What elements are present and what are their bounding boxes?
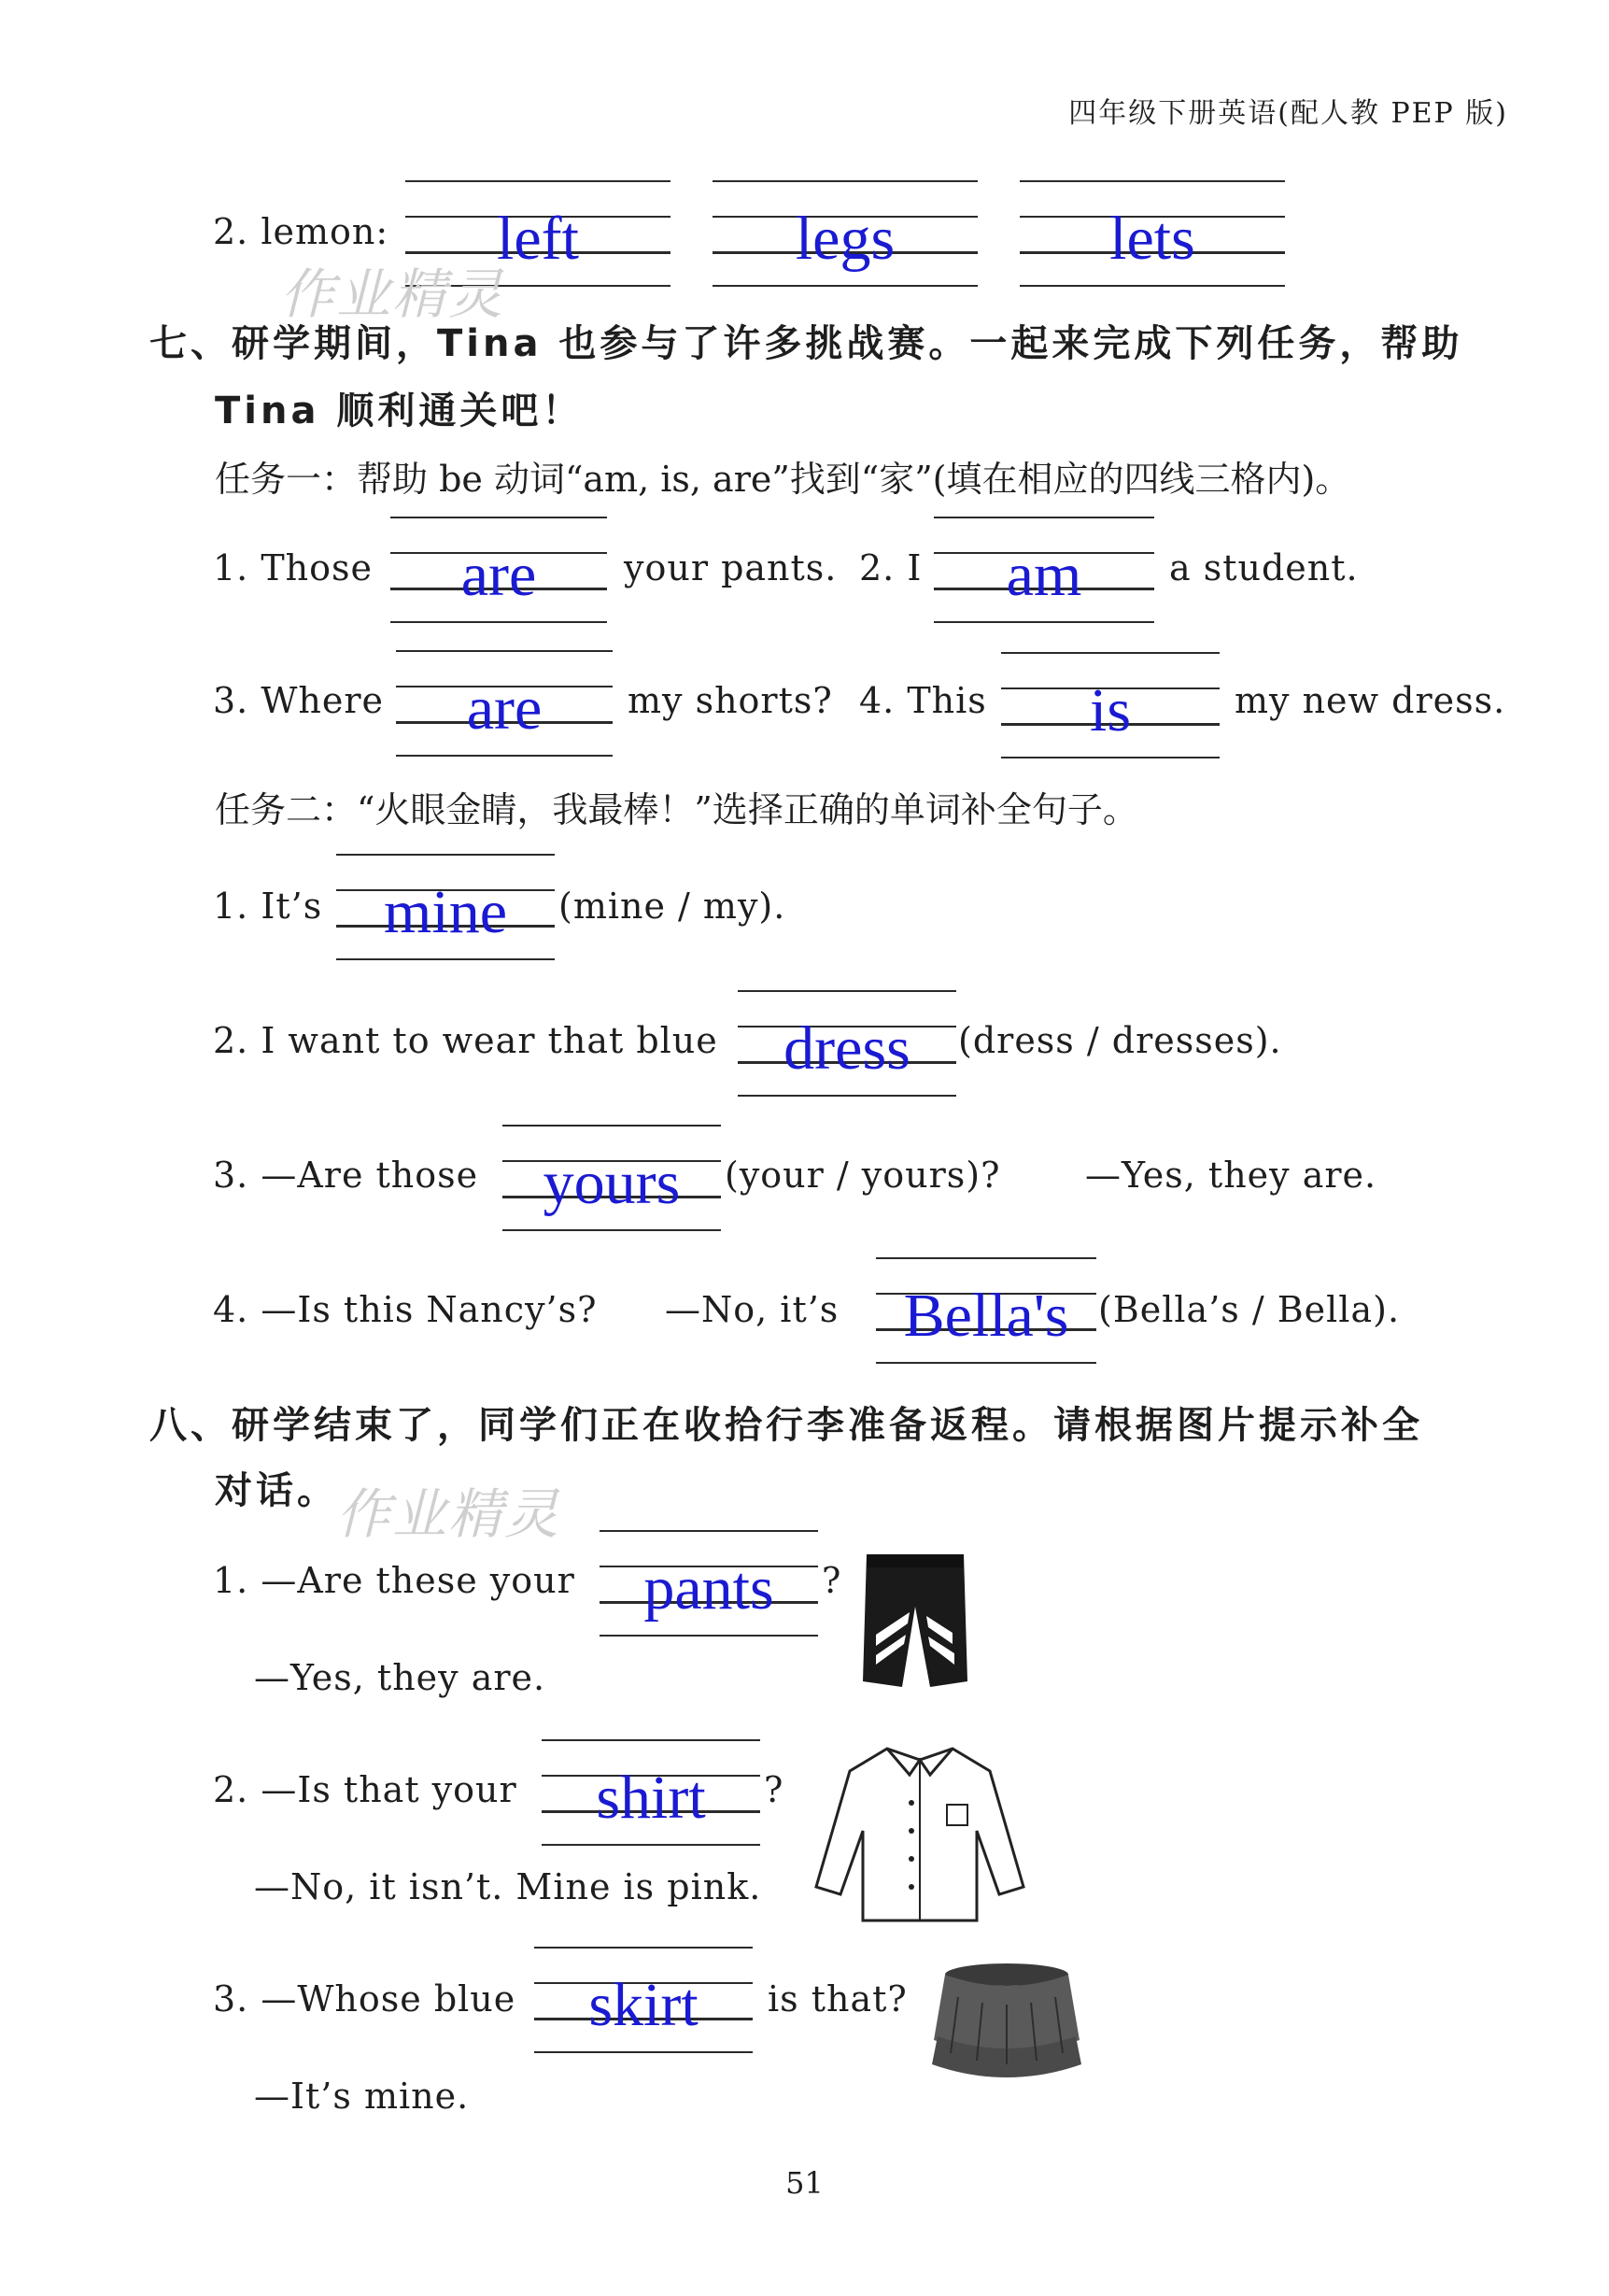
- section8-heading: 八、研学结束了，同学们正在收拾行李准备返程。请根据图片提示补全: [149, 1404, 1423, 1447]
- question-text: my new dress.: [1235, 680, 1506, 721]
- question-text: 1. It’s: [213, 886, 323, 927]
- question-text: (dress / dresses).: [958, 1020, 1282, 1061]
- question-text: 3. —Whose blue: [213, 1978, 516, 2020]
- question-text: a student.: [1169, 547, 1359, 588]
- answer-am: am: [1006, 541, 1082, 609]
- question-text: 4. —Is this Nancy’s?: [213, 1289, 598, 1330]
- answer-bellas: Bella's: [903, 1282, 1069, 1350]
- question-text: (your / yours)?: [725, 1155, 1001, 1196]
- question-text: 3. Where: [213, 680, 385, 721]
- question-text: 1. Those: [213, 547, 374, 588]
- answer-grid: [390, 517, 607, 623]
- section7-heading: 七、研学期间，Tina 也参与了许多挑战赛。一起来完成下列任务，帮助: [149, 322, 1463, 365]
- question-text: (mine / my).: [558, 886, 786, 927]
- question-text: your pants.: [624, 547, 838, 588]
- page-header: 四年级下册英语(配人教 PEP 版): [1068, 97, 1508, 130]
- reply-text: —Yes, they are.: [1085, 1155, 1377, 1196]
- answer-mine: mine: [384, 878, 507, 946]
- answer-grid: [600, 1530, 818, 1637]
- answer-yours: yours: [543, 1149, 681, 1217]
- reply-text: —Yes, they are.: [254, 1657, 546, 1698]
- watermark: 作业精灵: [336, 1482, 561, 1546]
- answer-grid: [542, 1739, 760, 1846]
- answer-skirt: skirt: [588, 1971, 699, 2039]
- answer-grid: [396, 650, 613, 757]
- answer-grid: [336, 854, 555, 960]
- answer-are: are: [460, 541, 537, 609]
- answer-legs: legs: [795, 205, 896, 273]
- skirt-icon: [930, 1960, 1083, 2100]
- question-text: ?: [822, 1560, 842, 1601]
- question-text: —No, it’s: [665, 1289, 840, 1330]
- answer-grid: [738, 990, 956, 1097]
- question-text: ?: [764, 1769, 784, 1810]
- answer-grid: [1001, 652, 1220, 758]
- question-text: 2. I: [859, 547, 923, 588]
- pants-icon: [859, 1551, 971, 1691]
- answer-left: left: [497, 205, 579, 273]
- section7-heading-cont: Tina 顺利通关吧！: [215, 390, 584, 432]
- answer-are: are: [466, 674, 543, 743]
- answer-shirt: shirt: [596, 1764, 706, 1832]
- question-text: 1. —Are these your: [213, 1560, 575, 1601]
- reply-text: —No, it isn’t. Mine is pink.: [254, 1866, 762, 1907]
- shirt-icon: [812, 1737, 1027, 1924]
- answer-grid: [713, 180, 978, 287]
- question-text: is that?: [768, 1978, 908, 2020]
- question-text: 3. —Are those: [213, 1155, 479, 1196]
- reply-text: —It’s mine.: [254, 2076, 470, 2117]
- lemon-label: 2. lemon:: [213, 211, 389, 252]
- answer-dress: dress: [783, 1014, 910, 1083]
- answer-grid: [934, 517, 1154, 623]
- answer-grid: [876, 1257, 1096, 1364]
- answer-grid: [502, 1125, 721, 1231]
- question-text: (Bella’s / Bella).: [1098, 1289, 1401, 1330]
- answer-lets: lets: [1109, 205, 1195, 273]
- task2-title: 任务二：“火眼金睛，我最棒！”选择正确的单词补全句子。: [215, 789, 1138, 830]
- task1-title: 任务一：帮助 be 动词“am, is, are”找到“家”(填在相应的四线三格内)。: [215, 459, 1351, 500]
- watermark: 作业精灵: [280, 262, 505, 326]
- question-text: 4. This: [859, 680, 987, 721]
- question-text: 2. I want to wear that blue: [213, 1020, 718, 1061]
- answer-grid: [1020, 180, 1285, 287]
- question-text: 2. —Is that your: [213, 1769, 517, 1810]
- answer-grid: [534, 1947, 753, 2053]
- answer-pants: pants: [643, 1554, 774, 1623]
- page-number: 51: [785, 2165, 824, 2201]
- section8-heading-cont: 对话。: [215, 1469, 338, 1512]
- question-text: my shorts?: [628, 680, 833, 721]
- answer-is: is: [1089, 676, 1132, 744]
